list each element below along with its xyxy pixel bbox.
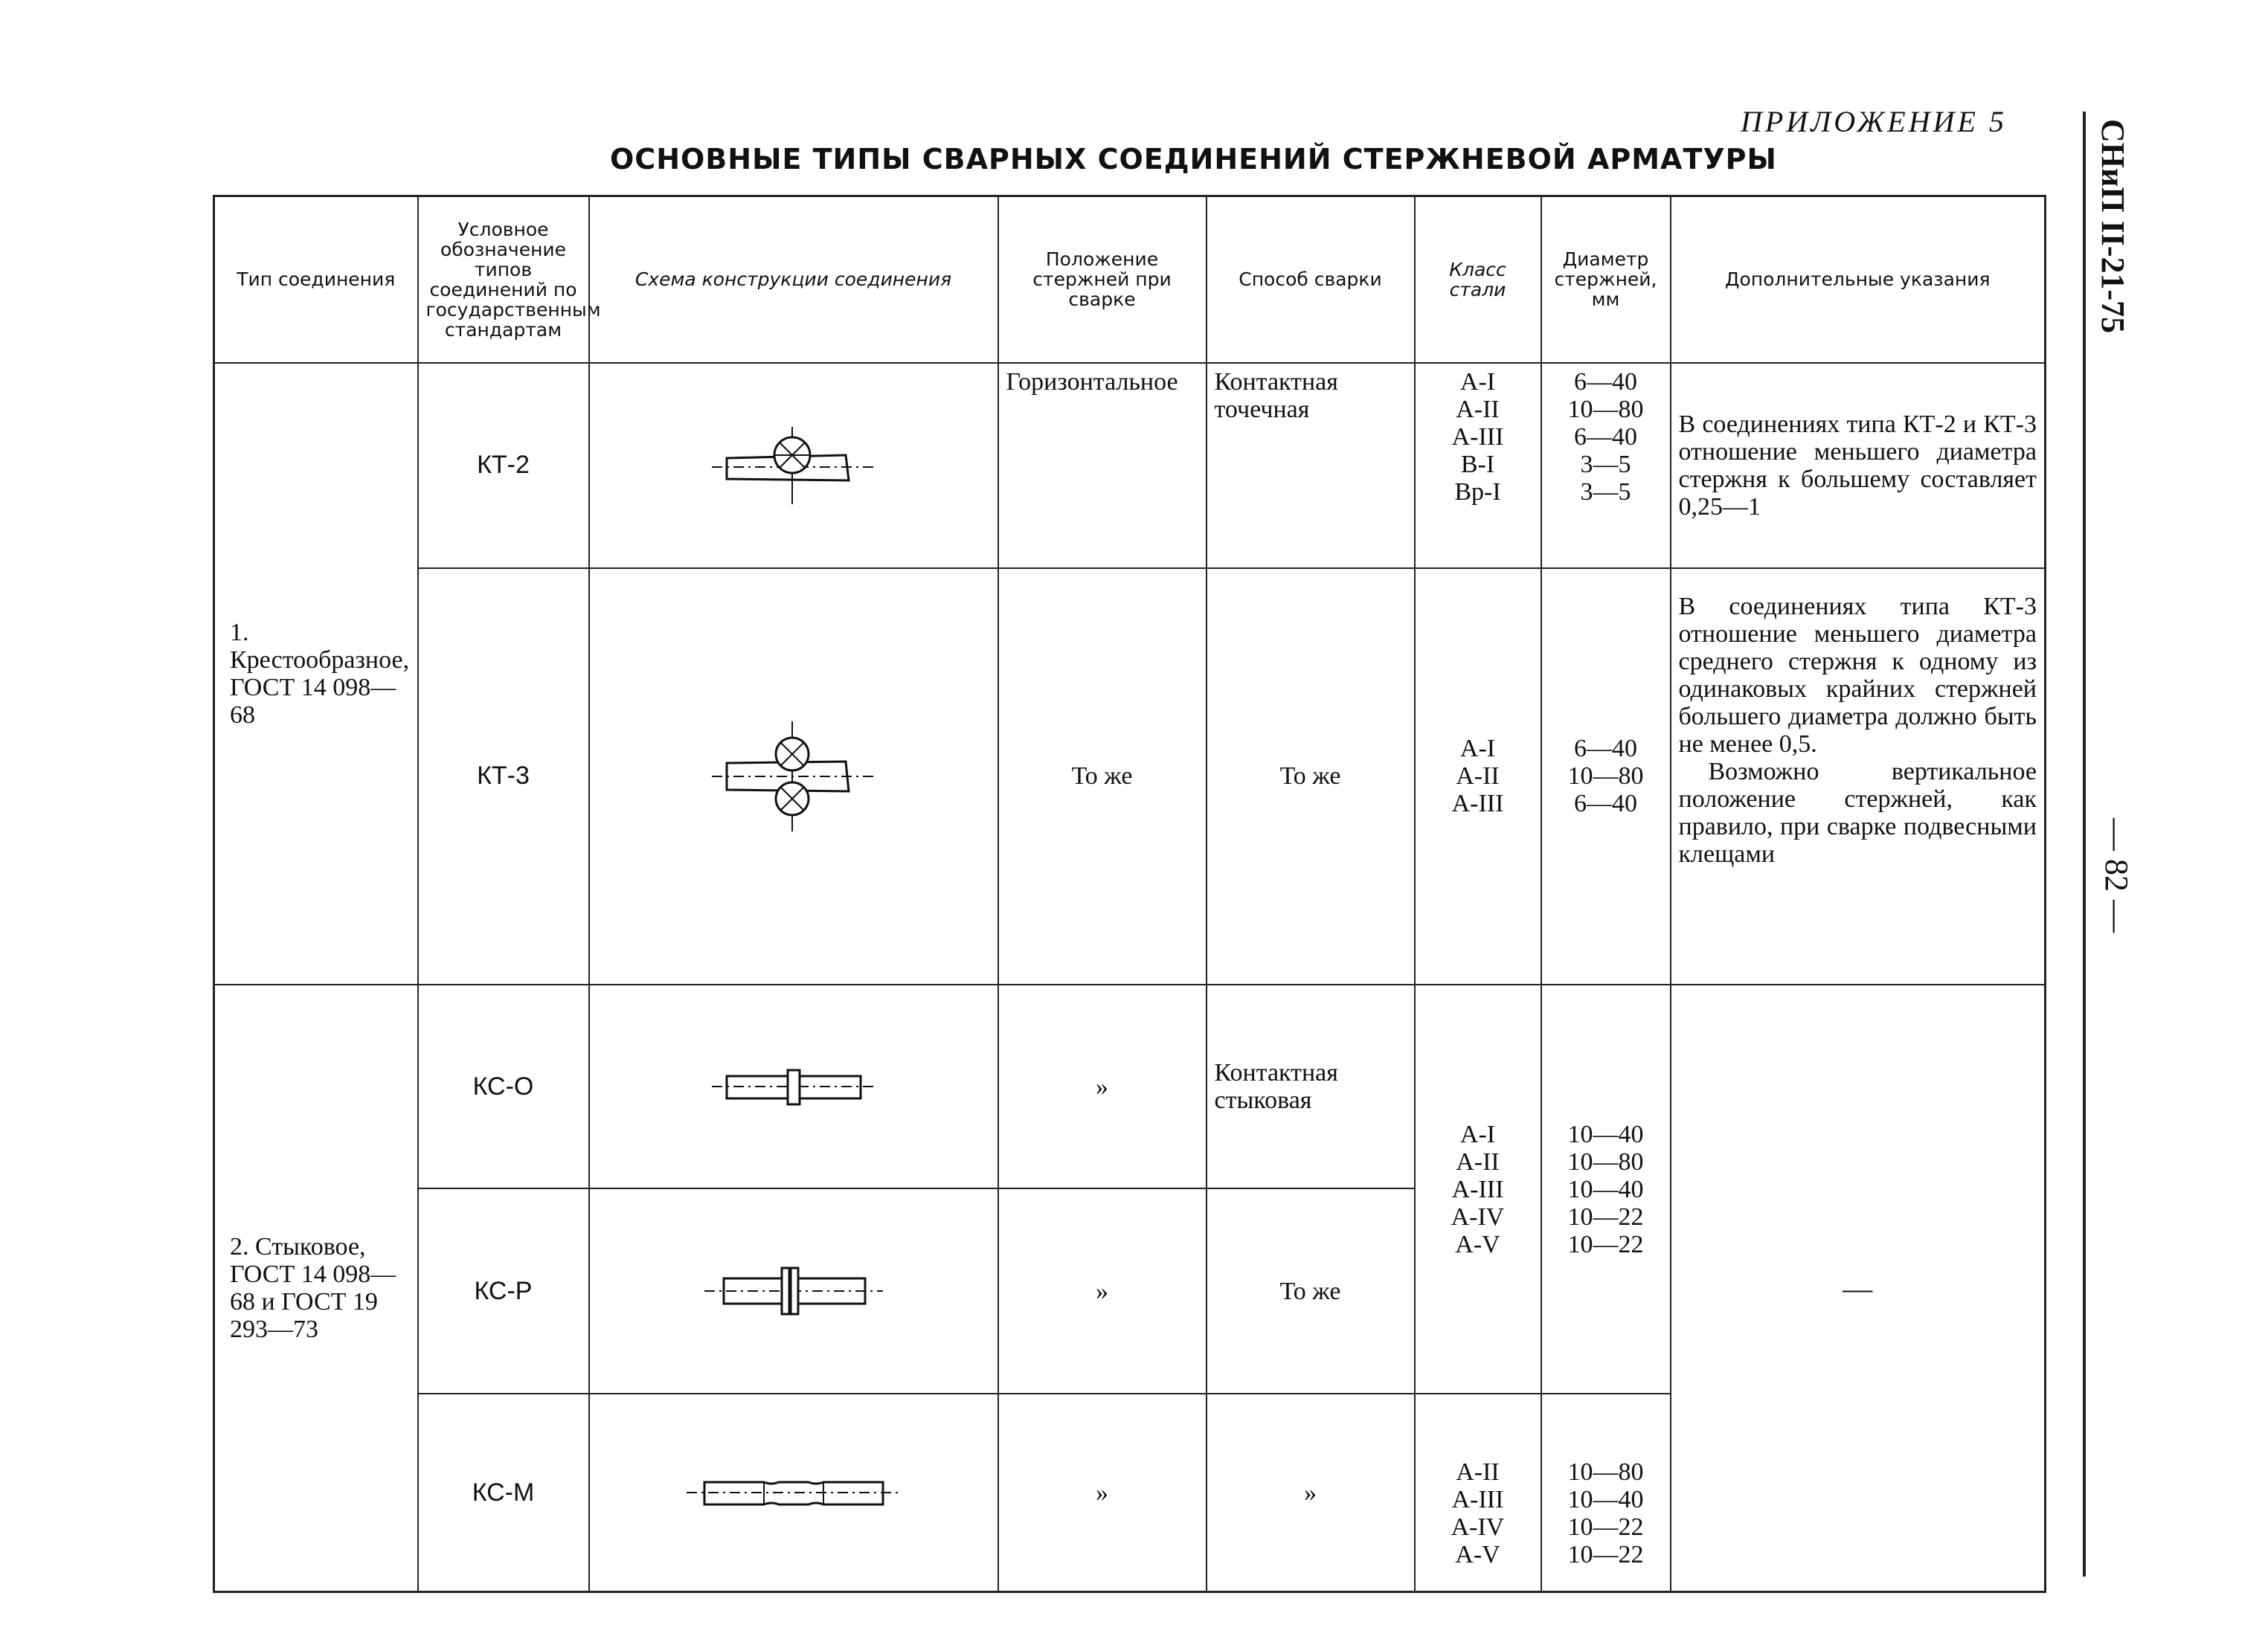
- diameter-value: 6—40: [1574, 790, 1637, 818]
- scheme-ksm: [589, 1394, 998, 1591]
- steel-value: А-I: [1459, 1120, 1496, 1148]
- page-number: — 82 —: [2098, 818, 2135, 933]
- notes-kt3-paragraph-2: Возможно вертикальное положение стержней, как правило, при сварке подвесными клещами: [1678, 757, 2037, 868]
- steel-value: А-II: [1456, 395, 1500, 423]
- steel-value: А-III: [1451, 422, 1504, 451]
- diameter-kso-ksr: [1541, 985, 1671, 1394]
- diameter-value: 6—40: [1574, 422, 1637, 451]
- notes-kt3: [1671, 568, 2046, 985]
- position-ksr: »: [998, 1188, 1207, 1394]
- steel-kt2: [1415, 363, 1541, 568]
- diameter-value: 10—80: [1567, 395, 1644, 423]
- diameter-value: 10—40: [1567, 1486, 1644, 1513]
- standard-code: СНиП II-21-75: [2095, 119, 2131, 334]
- margin-rule: [2083, 112, 2086, 1577]
- notes-kt3-paragraph-1: В соединениях типа КТ-3 отношение меньшего диаметра среднего стержня к одному из одинаковых крайних стержней большего диаметра должно быть не менее 0,5.: [1678, 592, 2037, 758]
- col-header-method: Способ сварки: [1207, 196, 1415, 363]
- steel-value: А-III: [1451, 1175, 1504, 1203]
- col-header-scheme: Схема конструкции соединения: [589, 196, 998, 363]
- steel-kso-ksr: [1415, 985, 1541, 1394]
- scheme-kt2-drawing: [697, 421, 890, 510]
- diameter-value: 10—22: [1567, 1230, 1644, 1258]
- code-ksm: КС-М: [418, 1394, 589, 1591]
- scheme-kt2: [589, 363, 998, 568]
- col-header-designation: Условное обозначение типов соединений по государственным стандартам: [418, 196, 589, 363]
- col-header-type: Тип соединения: [214, 196, 418, 363]
- diameter-value: 10—22: [1567, 1541, 1644, 1568]
- diameter-value: 3—5: [1580, 477, 1631, 506]
- diameter-value: 3—5: [1580, 450, 1631, 478]
- scheme-kso: [589, 985, 998, 1188]
- steel-ksm: [1415, 1394, 1541, 1591]
- steel-value: А-III: [1451, 790, 1504, 818]
- scheme-ksr: [589, 1188, 998, 1394]
- welded-joints-table: [213, 195, 2046, 1593]
- steel-value: А-I: [1459, 367, 1496, 396]
- scheme-ksm-drawing: [682, 1463, 905, 1522]
- steel-value: А-V: [1455, 1541, 1500, 1568]
- diameter-value: 6—40: [1574, 735, 1637, 763]
- steel-value: А-V: [1455, 1230, 1500, 1258]
- diameter-value: 10—22: [1567, 1203, 1644, 1231]
- method-kt3: То же: [1207, 568, 1415, 985]
- steel-value: А-II: [1456, 1148, 1500, 1176]
- appendix-label: ПРИЛОЖЕНИЕ 5: [1741, 105, 2007, 138]
- diameter-kt3: [1541, 568, 1671, 985]
- notes-kt2: В соединениях типа КТ-2 и КТ-3 отношение меньшего диаметра стержня к большему составляет 0,25—1: [1671, 363, 2046, 568]
- diameter-value: 10—80: [1567, 1458, 1644, 1486]
- diameter-value: 6—40: [1574, 367, 1637, 396]
- steel-value: А-I: [1459, 735, 1496, 763]
- notes-butt: —: [1671, 985, 2046, 1591]
- method-ksr: То же: [1207, 1188, 1415, 1394]
- position-kt2: Горизонтальное: [998, 363, 1207, 568]
- scheme-kt3: [589, 568, 998, 985]
- scheme-ksr-drawing: [697, 1258, 890, 1324]
- steel-value: Вр-I: [1454, 477, 1501, 506]
- position-kso: »: [998, 985, 1207, 1188]
- col-header-position: Положение стержней при сварке: [998, 196, 1207, 363]
- joint-type-butt: 2. Стыковое, ГОСТ 14 098—68 и ГОСТ 19 293—73: [214, 985, 418, 1591]
- diameter-value: 10—80: [1567, 1148, 1644, 1176]
- diameter-kt2: [1541, 363, 1671, 568]
- col-header-diameter: Диаметр стержней, мм: [1541, 196, 1671, 363]
- steel-value: А-II: [1456, 1458, 1500, 1486]
- col-header-steel: Класс стали: [1415, 196, 1541, 363]
- joint-type-cross: 1. Крестообразное, ГОСТ 14 098—68: [214, 363, 418, 985]
- position-kt3: То же: [998, 568, 1207, 985]
- table-row: [214, 985, 2046, 1188]
- diameter-value: 10—80: [1567, 762, 1644, 791]
- diameter-value: 10—40: [1567, 1120, 1644, 1148]
- position-ksm: »: [998, 1394, 1207, 1591]
- document-title: ОСНОВНЫЕ ТИПЫ СВАРНЫХ СОЕДИНЕНИЙ СТЕРЖНЕВОЙ АРМАТУРЫ: [610, 143, 1777, 176]
- steel-value: А-IV: [1451, 1513, 1505, 1541]
- table-row: [214, 568, 2046, 985]
- header-row: [214, 196, 2046, 363]
- diameter-value: 10—40: [1567, 1175, 1644, 1203]
- steel-value: А-III: [1451, 1486, 1504, 1513]
- scheme-kso-drawing: [704, 1057, 883, 1116]
- method-kt2: Контактная точечная: [1207, 363, 1415, 568]
- diameter-ksm: [1541, 1394, 1671, 1591]
- diameter-value: 10—22: [1567, 1513, 1644, 1541]
- steel-value: В-I: [1460, 450, 1495, 478]
- table-row: [214, 363, 2046, 568]
- code-kt3: КТ-3: [418, 568, 589, 985]
- method-kso: Контактная стыковая: [1207, 985, 1415, 1188]
- steel-value: А-IV: [1451, 1203, 1505, 1231]
- code-kt2: КТ-2: [418, 363, 589, 568]
- code-kso: КС-О: [418, 985, 589, 1188]
- col-header-notes: Дополнительные указания: [1671, 196, 2046, 363]
- scheme-kt3-drawing: [697, 717, 890, 836]
- method-ksm: »: [1207, 1394, 1415, 1591]
- code-ksr: КС-Р: [418, 1188, 589, 1394]
- steel-kt3: [1415, 568, 1541, 985]
- steel-value: А-II: [1456, 762, 1500, 791]
